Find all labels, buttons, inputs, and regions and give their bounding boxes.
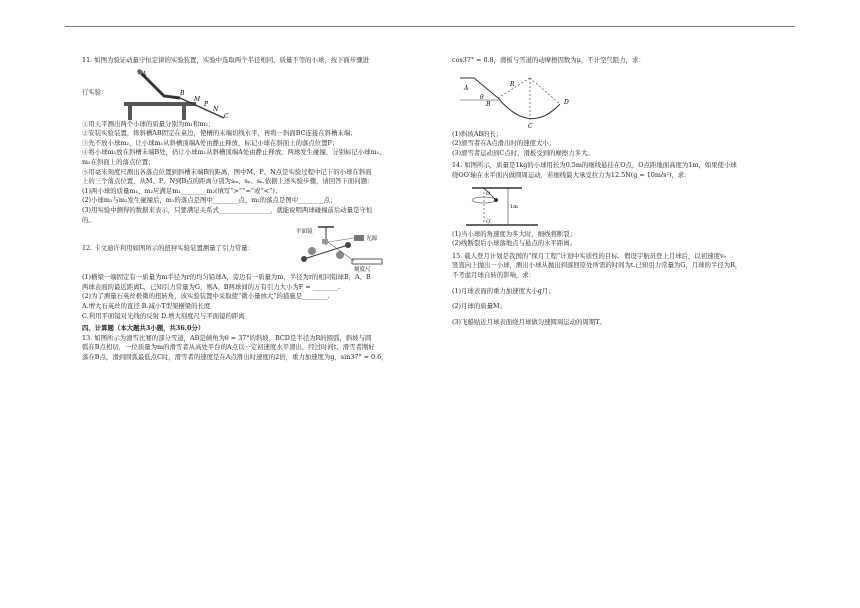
q12-option: C.利用平面镜对光线的反射 D.增大刻度尺与平面镜的距离 (82, 311, 245, 320)
q13-line: 弧在B点相切，一位质量为m的滑雪者从高处平台的A点以一定初速度水平滑出，经过时间t，滑雪者刚好 (82, 343, 375, 352)
left-column (82, 52, 422, 362)
q13-question: (1)斜坡AB的长； (452, 129, 503, 138)
label-scale: 刻度尺 (354, 267, 371, 274)
label-mirror: 平面镜 (296, 229, 313, 236)
q11-step: ①用天平测出两个小球的质量分别为m₁和m₂； (82, 119, 215, 128)
label-height: 1m (510, 203, 518, 210)
q11-question: (2)小球m₁与m₂发生碰撞后，m₁的落点是图中________点，m₂的落点是图中________点； (82, 196, 337, 205)
q14-line: 14. 如图所示，质量是1kg的小球用长为0.5m的细线悬挂在O点，O点距地面高度为1m，如果使小球 (452, 161, 737, 170)
q11-step: ④将小球m₂放在斜槽末端B处，仍让小球m₁从斜槽顶端A处由静止释放，两球发生碰撞，分别标记小球m₁、 (82, 148, 386, 157)
label-A: A (142, 70, 147, 78)
label-O-prime: O′ (486, 218, 492, 225)
q12-line: (1)横梁一端固定有一质量为m半径为r的均匀铅球A，旁边有一质量为m，半径为r的相同铅球B，A、B (82, 273, 371, 282)
q12-line: 两球表面的最近距离L，已知引力常量为G，则A、B两球间的万有引力大小为F = ________. (82, 282, 341, 291)
top-rule (65, 26, 795, 27)
section-heading: 四、计算题（本大题共3小题，共36.0分） (82, 324, 205, 333)
q13-line-cont: cos37° = 0.8，滑板与雪道的动摩擦因数为μ，不计空气阻力，求： (452, 56, 645, 64)
question-12 (82, 225, 422, 321)
q13-line: 13. 如图所示为滑雪比赛的部分雪道，AB是倾角为θ = 37°的斜坡，BCD是半径为R的圆弧，斜坡与圆 (82, 333, 372, 342)
q11-step: ③先不放小球m₂，让小球m₁从斜槽顶端A处由静止释放，标记小球在斜面上的落点位置P； (82, 138, 339, 147)
label-A: A (464, 84, 469, 92)
ski-slope-figure (460, 70, 590, 128)
label-B: B (486, 100, 491, 108)
torsion-balance-figure (288, 225, 398, 273)
q14-line: 绕OO′轴在水平面内做圆周运动，若细线最大承受拉力为12.5N(g = 10m/s²)，求： (452, 170, 691, 179)
question-15 (452, 252, 792, 328)
q11-intro-cont: 行实验： (82, 87, 108, 96)
q15-question: (1)月球表面的重力加速度大小g月； (452, 286, 555, 295)
label-P: P (204, 100, 209, 108)
label-C: C (224, 112, 229, 120)
question-11 (82, 52, 422, 225)
question-14 (452, 161, 792, 248)
right-column (452, 52, 792, 327)
q11-step: 上的三个落点位置，从M、P、N到B点的距离分别为sₘ、sₚ、sₙ.依据上述实验步骤，请回答下面问题： (82, 177, 374, 186)
question-13 (82, 334, 422, 363)
q14-question: (2)线断裂后小球落地点与悬点的水平距离。 (452, 239, 577, 248)
conical-pendulum-figure (462, 184, 542, 228)
q15-question: (2)月球的质量M； (452, 302, 506, 311)
label-M: M (194, 95, 201, 103)
q13-question: (3)滑雪者运动到C点时，滑板受到的摩擦力多大。 (452, 148, 594, 157)
label-D: D (564, 98, 569, 106)
q12-option: A.增大石英丝的直径 B.减小T型架横梁的长度 (82, 301, 211, 310)
q11-step: ②安装实验装置，将斜槽AB固定在桌边，使槽的末端切线水平，再将一斜面BC连接在斜槽末端； (82, 129, 357, 138)
label-B: B (180, 89, 185, 97)
q11-intro: 11. 如图为验证动量守恒定律的实验装置，实验中选取两个半径相同、质量不等的小球，按下面步骤进 (82, 56, 369, 64)
label-C: C (528, 122, 533, 128)
q15-line: 不考虑月球自转的影响，求： (452, 270, 536, 279)
label-N: N (213, 105, 219, 113)
q15-question: (3)飞船贴近月球表面绕月球做匀速圆周运动的周期T。 (452, 317, 606, 326)
label-R: R (510, 80, 515, 88)
q12-intro: 12. 卡文迪许利用如图所示的扭秤实验装置测量了引力常量： (82, 244, 254, 253)
q12-line: (2)为了测量石英丝极微的扭转角，该实验装置中采取使“微小量放大”的措施是________. (82, 292, 330, 301)
q15-line: 竖直向上抛出一小球，测出小球从抛出到落回原处所需的时间为t.已知引力常量为G，月球的半径为R， (452, 261, 742, 270)
label-theta: θ (480, 93, 484, 101)
label-O: O (486, 190, 491, 197)
q13-line: 落在B点，滑到圆弧最低点C时，滑雪者的速度是在A点滑出时速度的2倍，重力加速度为g，sin37° = 0.6， (82, 352, 388, 361)
momentum-apparatus-figure (120, 66, 240, 120)
q11-question: 的。 (82, 215, 95, 224)
label-light-source: 光源 (366, 236, 378, 243)
q11-question: (3)用实验中测得的数据来表示，只要满足关系式________________，就能说明两球碰撞前后动量是守恒 (82, 205, 373, 214)
q11-step: m₂在斜面上的落点位置； (82, 157, 155, 166)
q13-question: (2)滑雪者在A点滑出时的速度大小； (452, 139, 556, 148)
q15-line: 15. 载人登月计划是我国的“探月工程”计划中实质性的目标．假设宇航员登上月球后，以初速度v₀ (452, 251, 727, 260)
q11-step: ⑤用毫米刻度尺测出各落点位置到斜槽末端B的距离，图中M、P、N点是实验过程中记下的小球在斜面 (82, 167, 372, 176)
q14-question: (1)当小球的角速度为多大时，细线将断裂； (452, 229, 577, 238)
q11-question: (1)两小球的质量m₁、m₂应满足m₁________m₂(填写“>”“=”或“<”)； (82, 186, 282, 195)
